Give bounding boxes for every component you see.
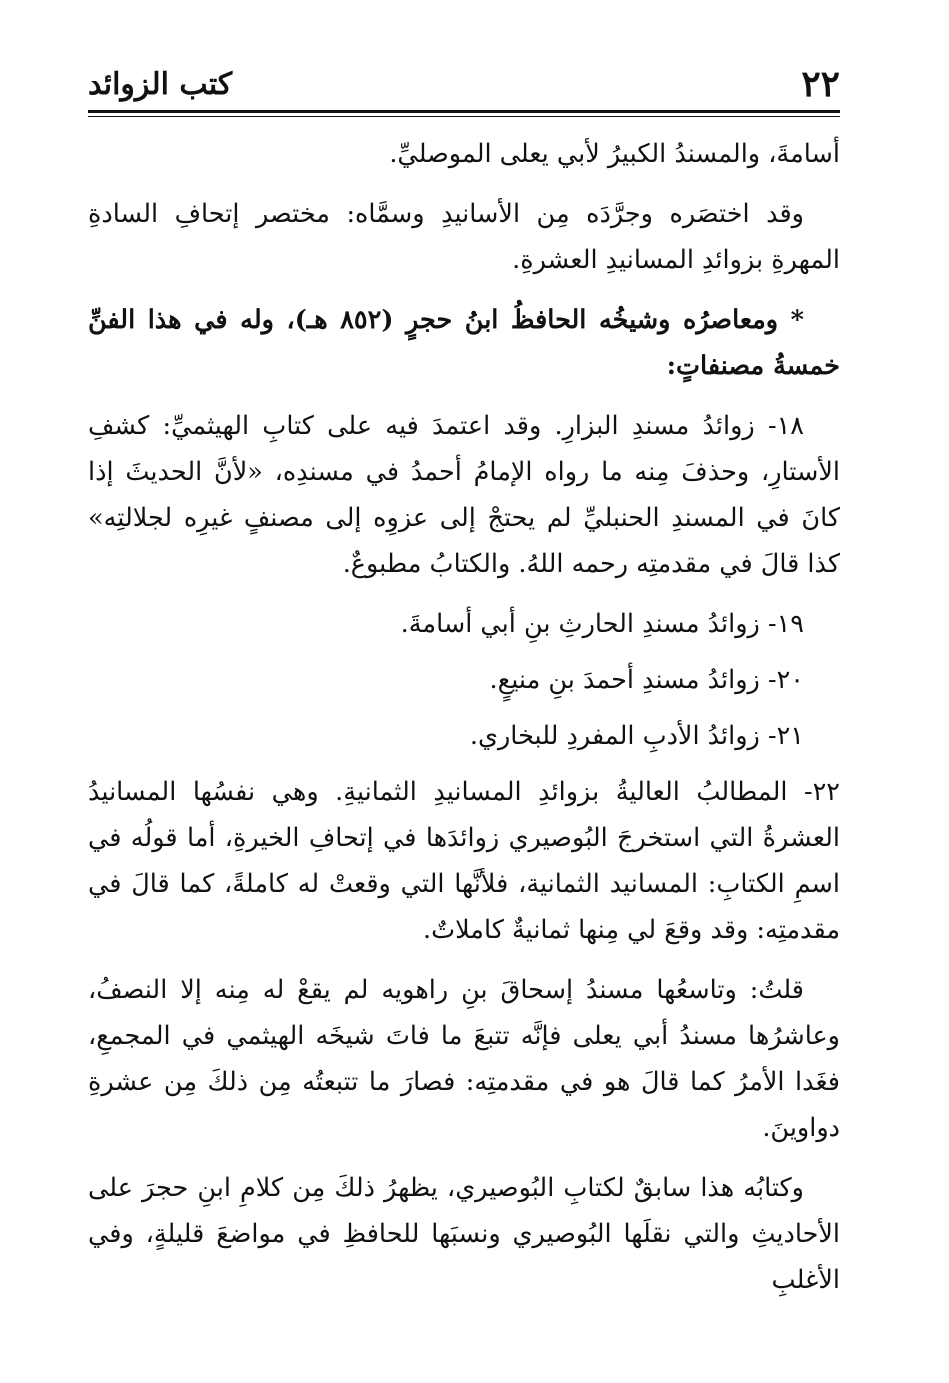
- item-19: ١٩- زوائدُ مسندِ الحارثِ بنِ أبي أسامةَ.: [400, 609, 804, 639]
- document-page: [88, 60, 840, 1317]
- paragraph-2: وقد اختصَره وجرَّدَه مِن الأسانيدِ وسمَّاه: مختصر إتحافِ السادةِ المهرةِ بزوائدِ المسانيدِ العشرةِ.: [88, 199, 840, 275]
- item-20: ٢٠- زوائدُ مسندِ أحمدَ بنِ منيعٍ.: [489, 665, 804, 695]
- item-22: ٢٢- المطالبُ العاليةُ بزوائدِ المسانيدِ الثمانيةِ. وهي نفسُها المسانيدُ العشرةُ التي استخرجَ البُوصيري زوائدَها في إتحافِ الخيرةِ، أما قولُه في اسمِ الكتابِ: المسانيد الثمانية، فلأنَّها التي وقعتْ له كاملةً، كما قالَ في مقدمتِه: وقد وقعَ لي مِنها ثمانيةٌ كاملاتٌ.: [88, 777, 840, 945]
- paragraph-1: أسامةَ، والمسندُ الكبيرُ لأبي يعلى الموصليِّ.: [389, 139, 840, 169]
- page-number: ٢٢: [801, 63, 840, 105]
- item-18: ١٨- زوائدُ مسندِ البزارِ. وقد اعتمدَ فيه على كتابِ الهيثميِّ: كشفِ الأستارِ، وحذفَ مِنه ما رواه الإمامُ أحمدُ في مسندِه، «لأنَّ الحديثَ إذا كانَ في المسندِ الحنبليِّ لم يحتجْ إلى عزوِه إلى مصنفٍ غيرِه لجلالتِه» كذا قالَ في مقدمتِه رحمه اللهُ. والكتابُ مطبوعٌ.: [88, 411, 840, 579]
- paragraph-qultu: قلتُ: وتاسعُها مسندُ إسحاقَ بنِ راهويه لم يقعْ له مِنه إلا النصفُ، وعاشرُها مسندُ أبي يعلى فإنَّه تتبعَ ما فاتَ شيخَه الهيثمي في المجمعِ، فغَدا الأمرُ كما قالَ هو في مقدمتِه: فصارَ ما تتبعتُه مِن ذلكَ مِن عشرةِ دواوينَ.: [88, 975, 840, 1143]
- header-rule-thin: [88, 116, 840, 117]
- item-21: ٢١- زوائدُ الأدبِ المفردِ للبخاري.: [469, 721, 804, 751]
- book-title: كتب الزوائد: [88, 67, 233, 102]
- paragraph-3-lead: * ومعاصرُه وشيخُه الحافظُ ابنُ حجرٍ (٨٥٢ هـ)، وله في هذا الفنِّ خمسةُ مصنفاتٍ:: [88, 305, 840, 381]
- header-rule-thick: [88, 110, 840, 113]
- running-header: [88, 60, 840, 108]
- body-text: [88, 131, 840, 1303]
- paragraph-last: وكتابُه هذا سابقٌ لكتابِ البُوصيري، يظهرُ ذلكَ مِن كلامِ ابنِ حجرَ على الأحاديثِ والتي نقلَها البُوصيري ونسبَها للحافظِ في مواضعَ قليلةٍ، وفي الأغلبِ: [88, 1173, 840, 1295]
